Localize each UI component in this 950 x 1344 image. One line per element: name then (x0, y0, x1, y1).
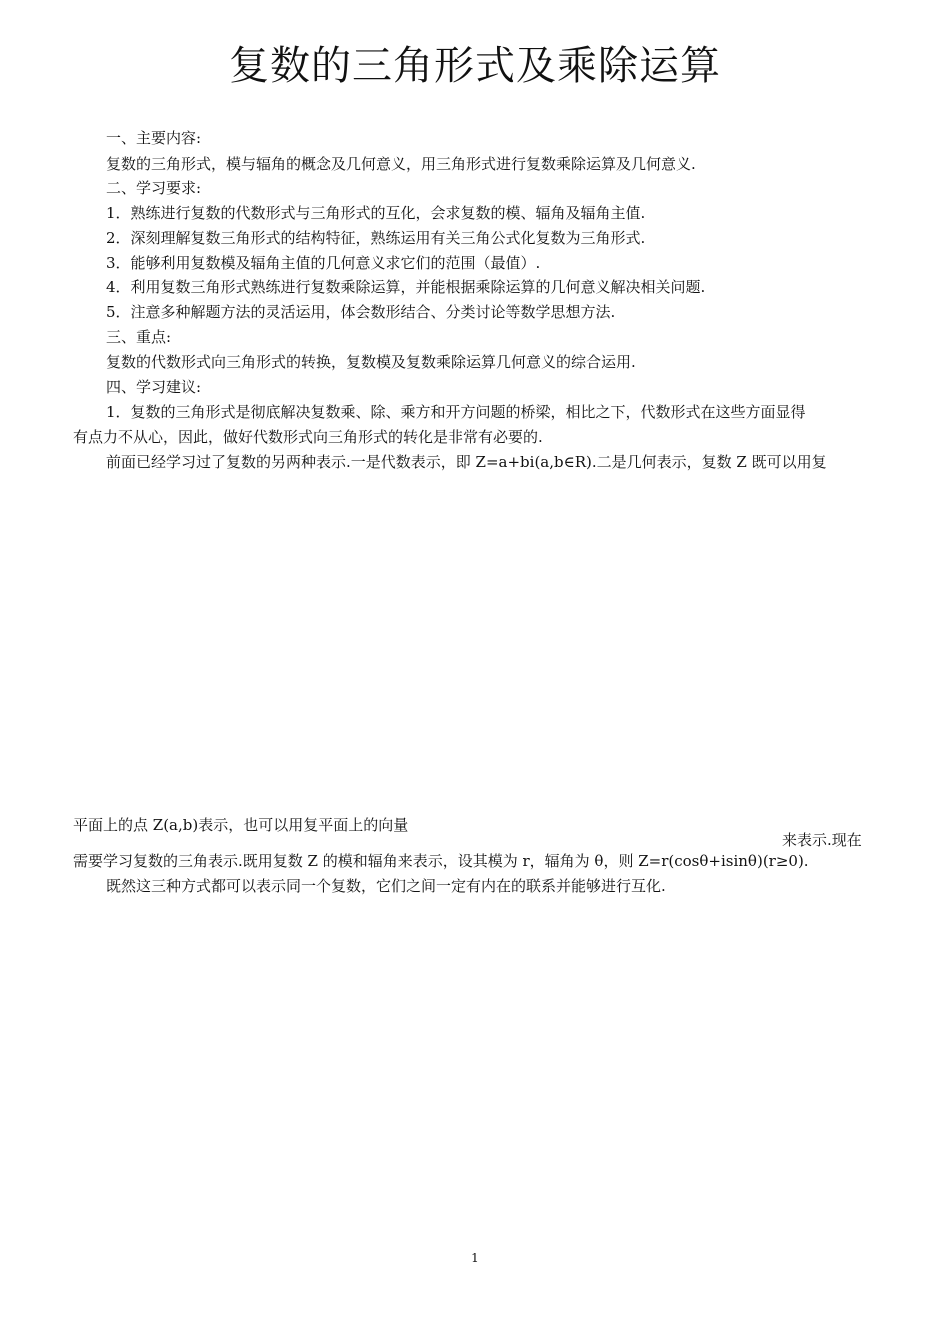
requirement-item: 2．深刻理解复数三角形式的结构特征，熟练运用有关三角公式化复数为三角形式. (106, 229, 646, 247)
requirement-item: 4．利用复数三角形式熟练进行复数乘除运算，并能根据乘除运算的几何意义解决相关问题. (106, 278, 706, 296)
section-4-paragraph-2-line-1: 前面已经学习过了复数的另两种表示.一是代数表示，即 Z=a+bi(a,b∈R).二是几何表示，复数 Z 既可以用复 (106, 453, 827, 471)
section-3-heading: 三、重点: (106, 328, 172, 346)
section-4-paragraph-1-line-2: 有点力不从心，因此，做好代数形式向三角形式的转化是非常有必要的. (73, 428, 543, 446)
requirement-item: 5．注意多种解题方法的灵活运用，体会数形结合、分类讨论等数学思想方法. (106, 303, 616, 321)
section-4-paragraph-2-line-3: 需要学习复数的三角表示.既用复数 Z 的模和辐角来表示，设其模为 r，辐角为 θ，则 Z=r(cosθ+isinθ)(r≥0). (73, 852, 809, 870)
section-4-heading: 四、学习建议: (106, 378, 202, 396)
section-4-paragraph-2-line-2-left: 平面上的点 Z(a,b)表示，也可以用复平面上的向量 (73, 816, 409, 834)
section-4-paragraph-2-line-2-right: 来表示.现在 (782, 831, 862, 849)
section-4-paragraph-3: 既然这三种方式都可以表示同一个复数，它们之间一定有内在的联系并能够进行互化. (106, 877, 666, 895)
section-4-paragraph-1-line-1: 1．复数的三角形式是彻底解决复数乘、除、乘方和开方问题的桥梁，相比之下，代数形式在这些方面显得 (106, 403, 806, 421)
section-1-body: 复数的三角形式，模与辐角的概念及几何意义，用三角形式进行复数乘除运算及几何意义. (106, 155, 696, 173)
blank-figure-area (73, 480, 878, 810)
section-2-heading: 二、学习要求: (106, 179, 202, 197)
document-title: 复数的三角形式及乘除运算 (229, 43, 721, 89)
requirement-item: 3．能够利用复数模及辐角主值的几何意义求它们的范围（最值）. (106, 254, 541, 272)
requirement-item: 1．熟练进行复数的代数形式与三角形式的互化，会求复数的模、辐角及辐角主值. (106, 204, 646, 222)
page-number: 1 (471, 1251, 479, 1265)
section-3-body: 复数的代数形式向三角形式的转换，复数模及复数乘除运算几何意义的综合运用. (106, 353, 636, 371)
section-1-heading: 一、主要内容: (106, 129, 202, 147)
